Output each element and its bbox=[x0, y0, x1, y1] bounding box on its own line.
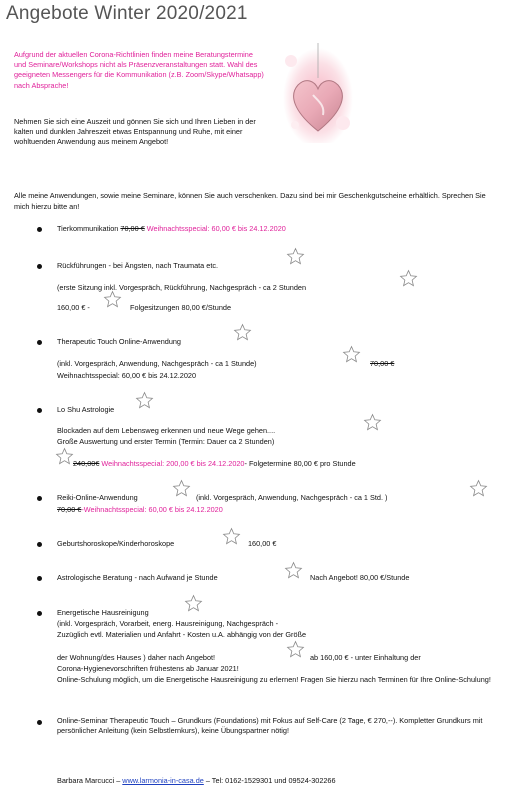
list-item-rueckfuehrungen: Rückführungen - bei Ängsten, nach Traumata etc. bbox=[57, 261, 219, 270]
star-icon bbox=[172, 479, 191, 498]
heart-ornament-image bbox=[283, 43, 353, 143]
bullet bbox=[37, 542, 42, 547]
list-item-lo-shu: Lo Shu Astrologie bbox=[57, 405, 115, 414]
star-icon bbox=[284, 561, 303, 580]
star-icon bbox=[103, 290, 122, 309]
bullet bbox=[37, 408, 42, 413]
geburt-price: 160,00 € bbox=[248, 539, 277, 548]
touch-detail: (inkl. Vorgespräch, Anwendung, Nachgespräch - ca 1 Stunde) bbox=[57, 359, 257, 368]
bullet bbox=[37, 576, 42, 581]
star-icon bbox=[399, 269, 418, 288]
bullet bbox=[37, 496, 42, 501]
star-icon bbox=[55, 447, 74, 466]
haus-detail-4: Corona-Hygienevorschriften frühestens ab Januar 2021! bbox=[57, 664, 239, 673]
bullet bbox=[37, 227, 42, 232]
star-icon bbox=[342, 345, 361, 364]
rueckfuehrung-follow: Folgesitzungen 80,00 €/Stunde bbox=[130, 303, 232, 312]
bullet bbox=[37, 720, 42, 725]
star-icon bbox=[233, 323, 252, 342]
star-icon bbox=[286, 247, 305, 266]
haus-price: ab 160,00 € - unter Einhaltung der bbox=[310, 653, 421, 662]
intro-text: Nehmen Sie sich eine Auszeit und gönnen Sie sich und Ihren Lieben in der kalten und dunklen Jahreszeit etwas Entspannung und Ruhe, mit einer wohltuenden Anwendung aus meinem Angebot! bbox=[14, 117, 256, 147]
list-item-geburtshoroskope: Geburtshoroskope/Kinderhoroskope bbox=[57, 539, 175, 548]
reiki-detail: (inkl. Vorgespräch, Anwendung, Nachgespräch - ca 1 Std. ) bbox=[196, 493, 388, 502]
rueckfuehrung-detail: (erste Sitzung inkl. Vorgespräch, Rückführung, Nachgespräch - ca 2 Stunden bbox=[57, 283, 307, 292]
list-item-reiki: Reiki-Online-Anwendung bbox=[57, 493, 138, 502]
list-item-astrologische-beratung: Astrologische Beratung - nach Aufwand je Stunde bbox=[57, 573, 218, 582]
touch-special: Weihnachtsspecial: 60,00 € bis 24.12.2020 bbox=[57, 371, 197, 380]
page-title: Angebote Winter 2020/2021 bbox=[6, 3, 248, 24]
loshu-detail-1: Blockaden auf dem Lebensweg erkennen und neue Wege gehen.... bbox=[57, 426, 276, 435]
star-icon bbox=[286, 640, 305, 659]
list-item-hausreinigung: Energetische Hausreinigung bbox=[57, 608, 149, 617]
bullet bbox=[37, 611, 42, 616]
bullet bbox=[37, 264, 42, 269]
haus-detail-3: der Wohnung/des Hauses ) daher nach Angebot! bbox=[57, 653, 216, 662]
rueckfuehrung-price: 160,00 € - bbox=[57, 303, 90, 312]
list-item-therapeutic-touch: Therapeutic Touch Online-Anwendung bbox=[57, 337, 181, 346]
astro-price: Nach Angebot! 80,00 €/Stunde bbox=[310, 573, 410, 582]
haus-detail-1: (inkl. Vorgespräch, Vorarbeit, energ. Hausreinigung, Nachgespräch - bbox=[57, 619, 279, 628]
website-link[interactable]: www.larmonia-in-casa.de bbox=[122, 776, 204, 785]
star-icon bbox=[135, 391, 154, 410]
loshu-detail-2: Große Auswertung und erster Termin (Termin: Dauer ca 2 Stunden) bbox=[57, 437, 275, 446]
star-icon bbox=[469, 479, 488, 498]
gift-voucher-text: Alle meine Anwendungen, sowie meine Seminare, können Sie auch verschenken. Dazu sind bei mir Geschenkgutscheine erhältlich. Sprechen Sie mich hierzu bitte an! bbox=[14, 191, 486, 211]
list-item-tierkommunikation: Tierkommunikation 70,00 € Weihnachtsspecial: 60,00 € bis 24.12.2020 bbox=[57, 224, 286, 233]
star-icon bbox=[363, 413, 382, 432]
list-item-online-seminar: Online-Seminar Therapeutic Touch – Grundkurs (Foundations) mit Fokus auf Self-Care (2 Tage, € 270,--). Kompletter Grundkurs mit persönlicher Anleitung (kein Selbstlernkurs), keine Übungspartner nötig! bbox=[57, 716, 483, 735]
star-icon bbox=[222, 527, 241, 546]
bullet bbox=[37, 340, 42, 345]
reiki-price-line: 70,00 €-Weihnachtsspecial: 60,00 € bis 24.12.2020 bbox=[57, 505, 223, 514]
touch-old-price: 70,00 € bbox=[370, 359, 395, 368]
haus-detail-2: Zuzüglich evtl. Materialien und Anfahrt - Kosten u.A. abhängig von der Größe bbox=[57, 630, 307, 639]
star-icon bbox=[184, 594, 203, 613]
contact-footer: Barbara Marcucci – www.larmonia-in-casa.de – Tel: 0162-1529301 und 09524-302266 bbox=[57, 776, 336, 785]
haus-online-schulung: Online-Schulung möglich, um die Energetische Hausreinigung zu erlernen! Fragen Sie hierzu nach Terminen für Ihre Online-Schulung! bbox=[57, 675, 491, 684]
loshu-price-line: 240,00€ Weihnachtsspecial: 200,00 € bis 24.12.2020- Folgetermine 80,00 € pro Stunde bbox=[73, 459, 356, 468]
corona-notice: Aufgrund der aktuellen Corona-Richtlinien finden meine Beratungstermine und Seminare/Workshops nicht als Präsenzveranstaltungen statt. Wahl des geeigneten Messengers für die Kommunikation (z.B. Zoom/Skype/Whatsapp) nach Absprache! bbox=[14, 50, 264, 90]
